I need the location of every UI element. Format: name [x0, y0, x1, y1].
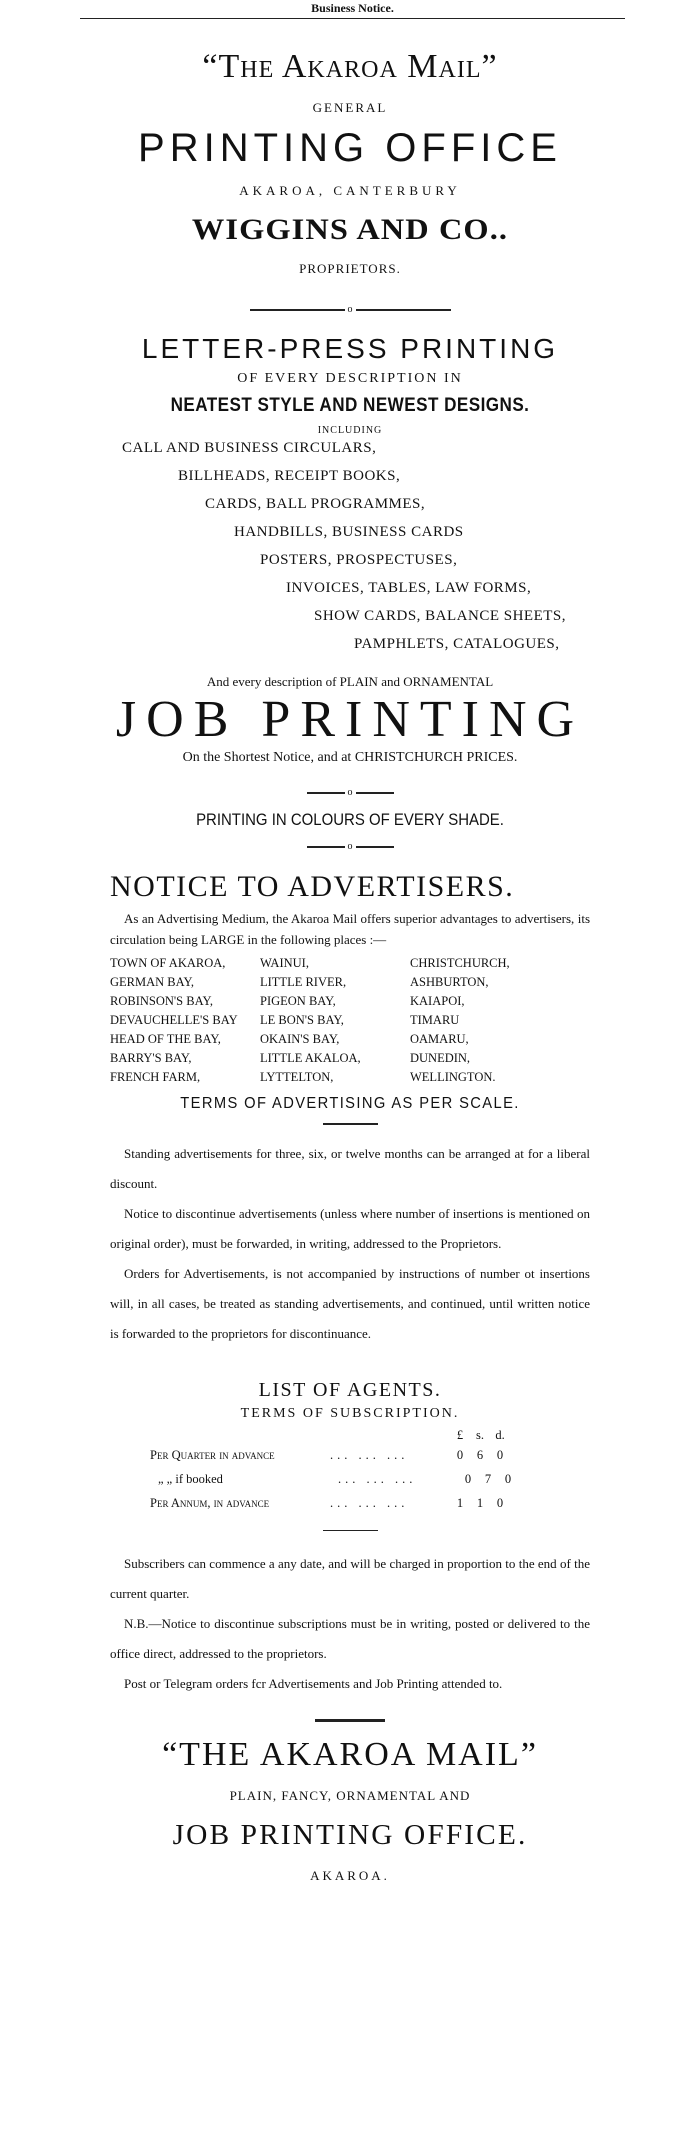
including-label: INCLUDING: [317, 425, 383, 436]
pence-value: 0: [504, 1472, 512, 1486]
place-name: LE BON'S BAY,: [260, 1013, 344, 1027]
pound-column-header: £: [456, 1428, 464, 1442]
table-row: [150, 1444, 550, 1468]
place-name: LITTLE AKALOA,: [260, 1051, 361, 1065]
place-name: CHRISTCHURCH,: [410, 956, 510, 970]
place-name: TIMARU: [410, 1013, 460, 1027]
terms-of-advertising: TERMS OF ADVERTISING AS PER SCALE.: [180, 1095, 520, 1112]
job-printing-heading: JOB PRINTING: [115, 691, 585, 748]
place-name: FRENCH FARM,: [110, 1070, 201, 1084]
place-name: DEVAUCHELLE'S BAY: [110, 1013, 238, 1027]
footer-akaroa: AKAROA.: [310, 1867, 390, 1883]
list-item: CALL AND BUSINESS CIRCULARS,: [122, 440, 377, 456]
pence-value: 0: [496, 1448, 504, 1462]
place-name: HEAD OF THE BAY,: [110, 1032, 221, 1046]
circulation-places: [110, 956, 590, 1085]
masthead-general: GENERAL: [312, 100, 388, 115]
standing-ads-para: Standing advertisements for three, six, or twelve months can be arranged at for a liberal discount.: [110, 1145, 590, 1191]
style-line: NEATEST STYLE AND NEWEST DESIGNS.: [170, 395, 530, 416]
divider: [323, 1123, 378, 1125]
section-header-label: Business Notice.: [311, 1, 394, 15]
place-name: DUNEDIN,: [410, 1051, 471, 1065]
place-name: GERMAN BAY,: [110, 975, 195, 989]
divider: [323, 1530, 378, 1532]
place-name: ASHBURTON,: [410, 975, 489, 989]
ornamental-rule: o: [110, 842, 590, 852]
list-item: CARDS, BALL PROGRAMMES,: [205, 496, 426, 512]
place-name: LITTLE RIVER,: [260, 975, 347, 989]
discontinue-ads-para: Notice to discontinue advertisements (unless where number of insertions is mentioned on original order), must be forwarded, in writing, addressed to the Proprietors.: [110, 1205, 590, 1251]
place-name: ROBINSON'S BAY,: [110, 994, 213, 1008]
pounds-value: 0: [464, 1472, 472, 1486]
pence-column-header: d.: [495, 1428, 505, 1442]
place-name: OKAIN'S BAY,: [260, 1032, 340, 1046]
rate-label: Per Quarter in advance: [150, 1448, 275, 1462]
pence-value: 0: [496, 1496, 504, 1510]
advertisers-intro: As an Advertising Medium, the Akaroa Mail offers superior advantages to advertisers, its circulation being LARGE in the following places :—: [110, 911, 590, 947]
list-item: SHOW CARDS, BALANCE SHEETS,: [314, 608, 566, 624]
place-name: KAIAPOI,: [410, 994, 465, 1008]
place-name: BARRY'S BAY,: [110, 1051, 192, 1065]
place-name: WAINUI,: [260, 956, 309, 970]
rate-label: „ „ if booked: [158, 1472, 223, 1486]
advertisement-column: [110, 30, 590, 1884]
shillings-value: 7: [484, 1472, 492, 1486]
shillings-value: 1: [476, 1496, 484, 1510]
table-row: [150, 1468, 550, 1492]
section-header: [80, 0, 625, 19]
shilling-column-header: s.: [476, 1428, 484, 1442]
masthead-title: “The Akaroa Mail”: [202, 48, 498, 85]
place-name: WELLINGTON.: [410, 1070, 496, 1084]
list-item: POSTERS, PROSPECTUSES,: [260, 552, 458, 568]
rates-header-row: [150, 1428, 550, 1444]
location-line: AKAROA, CANTERBURY: [239, 183, 461, 198]
pounds-value: 1: [456, 1496, 464, 1510]
shillings-value: 6: [476, 1448, 484, 1462]
printing-items-list: [110, 440, 590, 670]
printing-office-heading: PRINTING OFFICE: [138, 126, 562, 170]
shortest-notice-line: On the Shortest Notice, and at CHRISTCHURCH PRICES.: [182, 750, 518, 765]
footer-title: “THE AKAROA MAIL”: [162, 1735, 538, 1773]
leader-dots: ... ... ...: [338, 1472, 417, 1486]
list-item: INVOICES, TABLES, LAW FORMS,: [286, 580, 532, 596]
notice-to-advertisers-heading: NOTICE TO ADVERTISERS.: [110, 870, 515, 903]
ornamental-rule: o: [110, 788, 590, 798]
proprietors-label: PROPRIETORS.: [299, 261, 401, 276]
orders-para: Orders for Advertisements, is not accompanied by instructions of number ot insertions will, in all cases, be treated as standing advertisements, and continued, until written notice is forwarded to the proprietors for discontinuance.: [110, 1265, 590, 1341]
job-printing-office-heading: JOB PRINTING OFFICE.: [172, 1819, 528, 1851]
subscribers-para: Subscribers can commence a any date, and will be charged in proportion to the end of the current quarter.: [110, 1556, 590, 1601]
colours-line: PRINTING IN COLOURS OF EVERY SHADE.: [196, 810, 504, 829]
footer-plain-line: PLAIN, FANCY, ORNAMENTAL AND: [229, 1787, 471, 1803]
place-name: TOWN OF AKAROA,: [110, 956, 226, 970]
place-name: PIGEON BAY,: [260, 994, 336, 1008]
letterpress-sub: OF EVERY DESCRIPTION IN: [237, 371, 463, 386]
place-name: LYTTELTON,: [260, 1070, 334, 1084]
list-item: BILLHEADS, RECEIPT BOOKS,: [178, 468, 401, 484]
nb-para: N.B.—Notice to discontinue subscriptions must be in writing, posted or delivered to the office direct, addressed to the proprietors.: [110, 1616, 590, 1661]
list-item: PAMPHLETS, CATALOGUES,: [354, 636, 560, 652]
every-description-line: And every description of PLAIN and ORNAMENTAL: [206, 674, 494, 689]
subscription-rates-table: [150, 1428, 550, 1516]
list-item: HANDBILLS, BUSINESS CARDS: [234, 524, 464, 540]
firm-name: WIGGINS AND CO..: [191, 213, 509, 246]
letterpress-heading: LETTER-PRESS PRINTING: [141, 333, 559, 364]
post-telegram-para: Post or Telegram orders fcr Advertisements and Job Printing attended to.: [124, 1676, 503, 1691]
terms-of-subscription-heading: TERMS OF SUBSCRIPTION.: [240, 1405, 460, 1421]
divider: [315, 1719, 385, 1722]
table-row: [150, 1492, 550, 1516]
ornamental-rule: o: [110, 305, 590, 315]
pounds-value: 0: [456, 1448, 464, 1462]
leader-dots: ... ... ...: [330, 1448, 409, 1462]
place-name: OAMARU,: [410, 1032, 469, 1046]
rate-label: Per Annum, in advance: [150, 1496, 270, 1510]
leader-dots: ... ... ...: [330, 1496, 409, 1510]
list-of-agents-heading: LIST OF AGENTS.: [258, 1378, 442, 1401]
